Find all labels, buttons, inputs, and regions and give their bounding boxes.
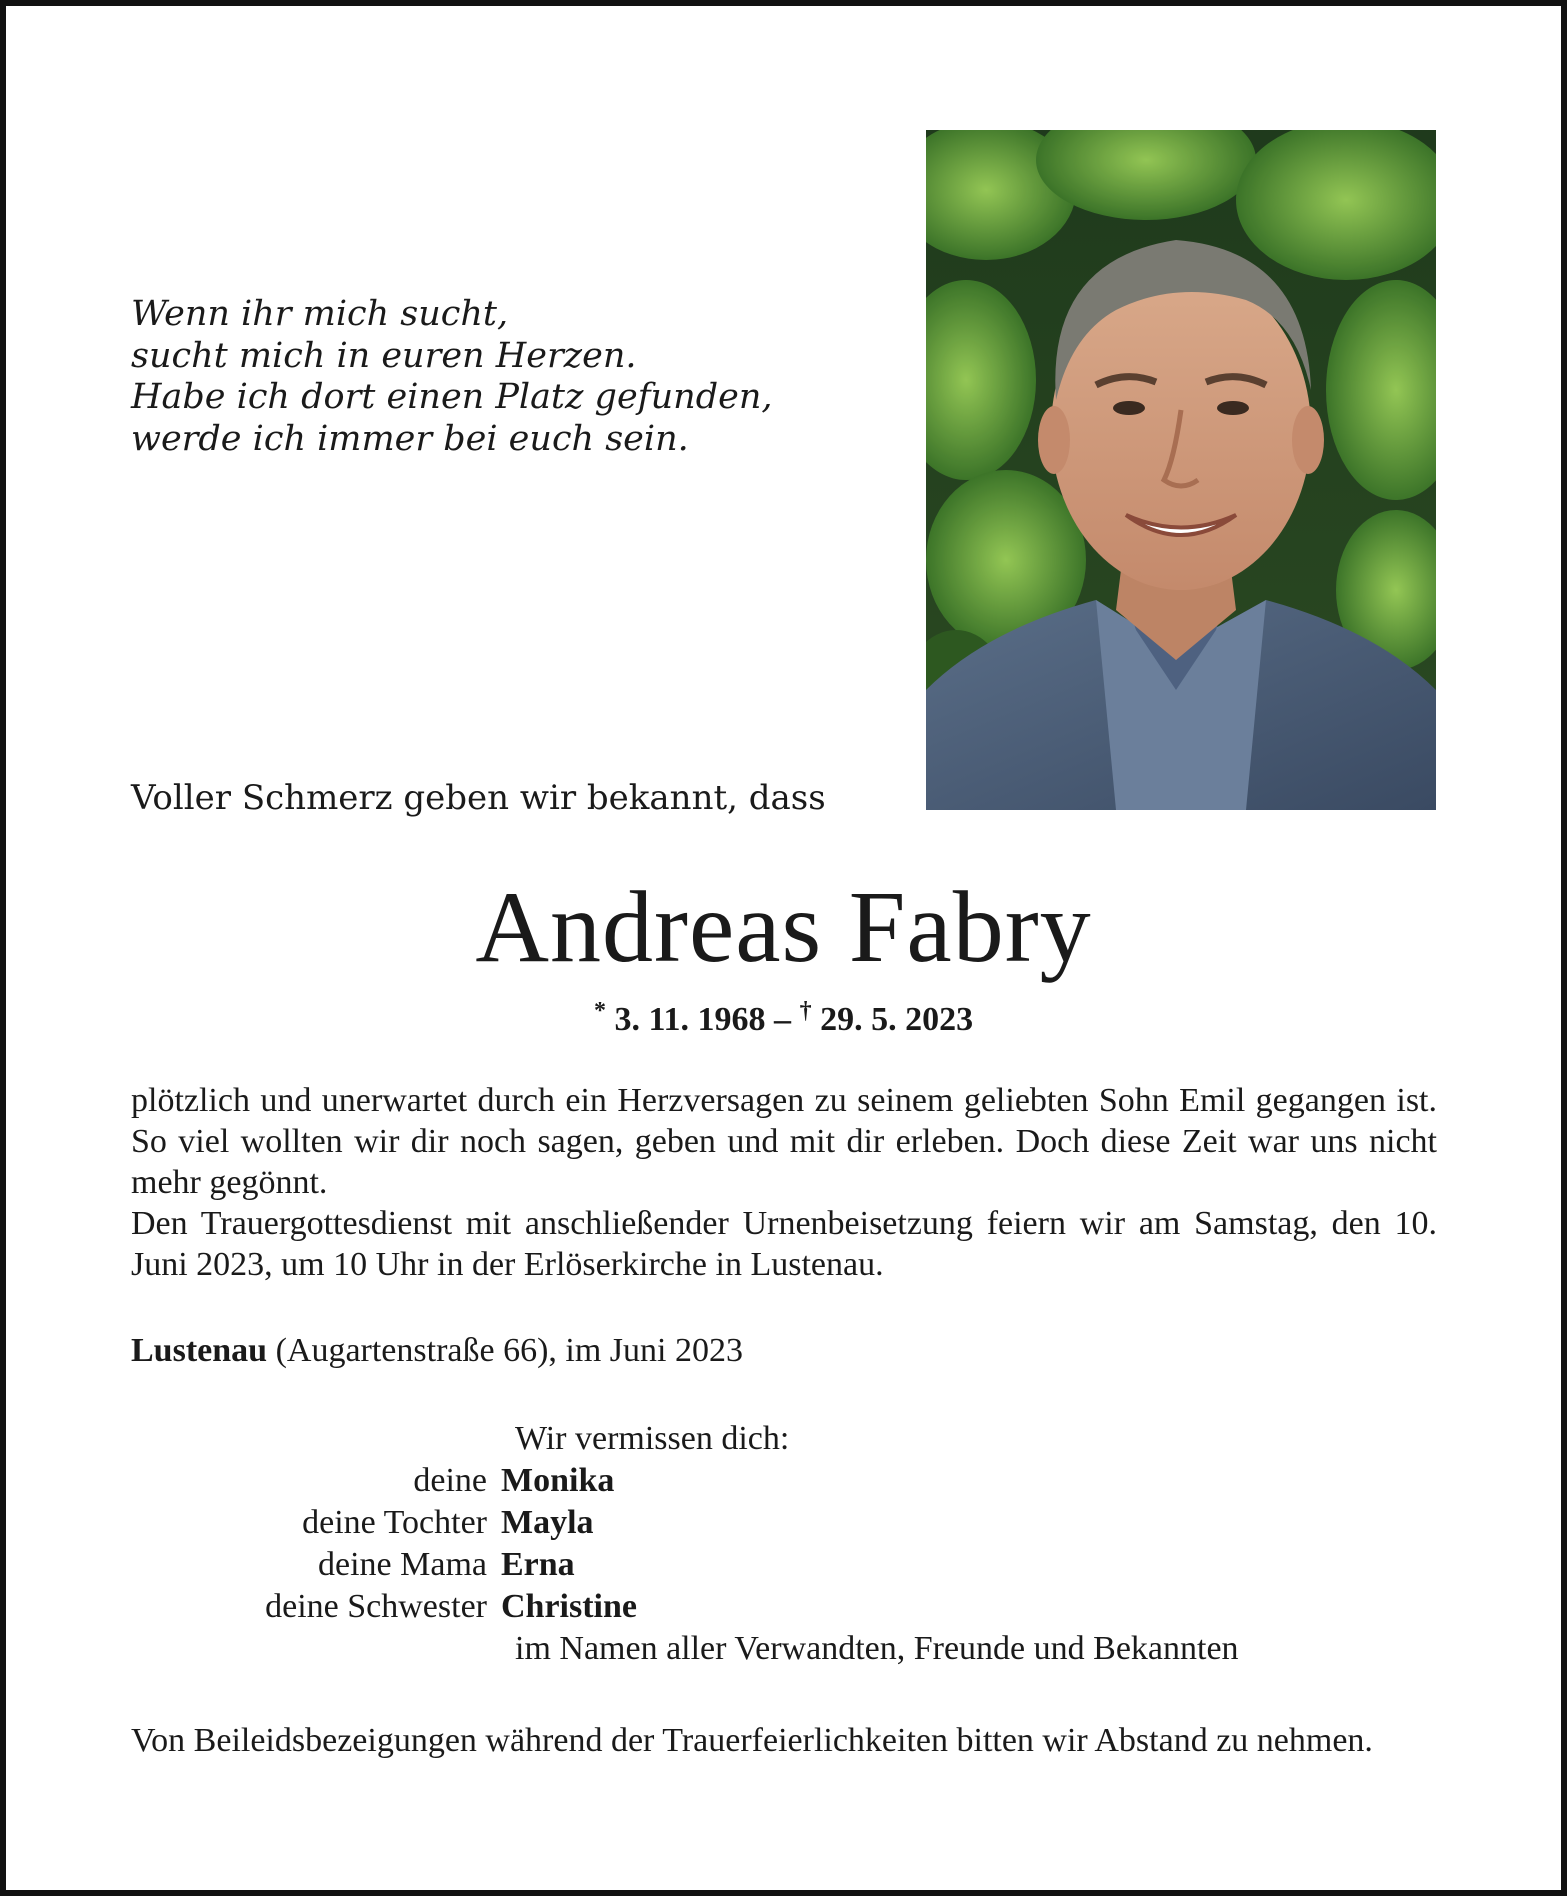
mourners-footer: im Namen aller Verwandten, Freunde und Bekannten (515, 1630, 1239, 1667)
mourner-relation: deine Schwester (265, 1588, 487, 1625)
mourners-list (131, 1418, 1437, 1670)
mourner-relation: deine Tochter (302, 1504, 487, 1541)
mourner-entry (131, 1460, 1437, 1502)
poem (131, 294, 773, 460)
mourner-relation: deine Mama (318, 1546, 487, 1583)
intro-text: Voller Schmerz geben wir bekannt, dass (131, 778, 826, 818)
portrait-photo (926, 130, 1436, 810)
place-rest: (Augartenstraße 66), im Juni 2023 (267, 1332, 743, 1369)
body-paragraph: plötzlich und unerwartet durch ein Herzversagen zu seinem geliebten Sohn Emil gegangen ist. So viel wollten wir dir noch sagen, geben und mit dir erleben. Doch diese Zeit war uns nicht mehr gegönnt. (131, 1082, 1437, 1201)
mourner-name: Christine (501, 1588, 637, 1625)
mourner-entry (131, 1502, 1437, 1544)
closing-note (131, 1720, 1437, 1762)
birth-symbol: * (593, 998, 606, 1024)
mourner-entry (131, 1544, 1437, 1586)
announcement-body (131, 1080, 1437, 1285)
closing-text: Von Beileidsbezeigungen während der Trauerfeierlichkeiten bitten wir Abstand zu nehmen. (131, 1722, 1373, 1759)
death-symbol: † (799, 998, 812, 1024)
life-dates (0, 998, 1567, 1039)
mourner-name: Monika (501, 1462, 615, 1499)
mourner-name: Erna (501, 1546, 575, 1583)
birth-date: 3. 11. 1968 – (605, 1001, 800, 1038)
mourner-name: Mayla (501, 1504, 594, 1541)
mourner-relation: deine (413, 1462, 487, 1499)
portrait-illustration (926, 130, 1436, 810)
death-date: 29. 5. 2023 (811, 1001, 974, 1038)
place-town: Lustenau (131, 1332, 268, 1369)
body-paragraph: Den Trauergottesdienst mit anschließender Urnenbeisetzung feiern wir am Samstag, den 10. Juni 2023, um 10 Uhr in der Erlöserkirche in Lustenau. (131, 1205, 1437, 1283)
poem-line: Wenn ihr mich sucht, (131, 294, 509, 334)
deceased-name: Andreas Fabry (475, 871, 1092, 984)
mourner-entry (131, 1586, 1437, 1628)
poem-line: werde ich immer bei euch sein. (131, 418, 689, 459)
poem-line: sucht mich in euren Herzen. (131, 335, 637, 376)
poem-line: Habe ich dort einen Platz gefunden, (131, 377, 773, 417)
place-and-date (131, 1332, 743, 1370)
mourners-heading: Wir vermissen dich: (515, 1420, 790, 1457)
